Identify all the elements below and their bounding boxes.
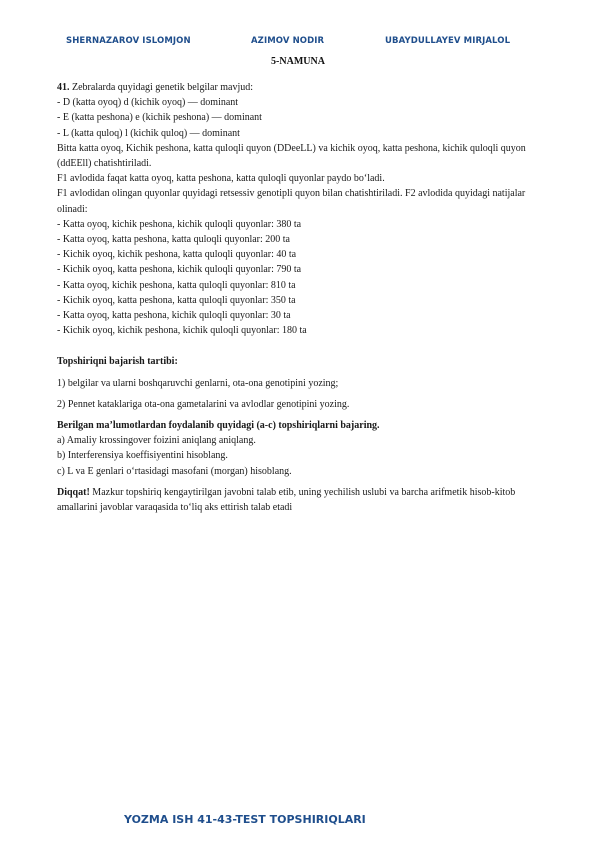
procedure-heading-text: Topshiriqni bajarish tartibi: xyxy=(57,356,178,368)
result-line: - Katta oyoq, katta peshona, kichik quloqli quyonlar: 30 ta xyxy=(57,310,291,322)
result-line: - Kichik oyoq, kichik peshona, katta quloqli quyonlar: 40 ta xyxy=(57,249,297,261)
tasks-heading xyxy=(57,418,547,433)
task-item: c) L va E genlari o‘rtasidagi masofani (morgan) hisoblang. xyxy=(57,465,292,477)
trait-line: - D (katta oyoq) d (kichik oyoq) — dominant xyxy=(57,97,239,109)
result-line: - Katta oyoq, kichik peshona, katta quloqli quyonlar: 810 ta xyxy=(57,279,296,291)
result-line: - Katta oyoq, kichik peshona, kichik quloqli quyonlar: 380 ta xyxy=(57,218,302,230)
f1-description: F1 avlodida faqat katta oyoq, katta peshona, katta quloqli quyonlar paydo bo‘ladi. xyxy=(57,173,385,185)
trait-line: - E (katta peshona) e (kichik peshona) — dominant xyxy=(57,112,262,124)
page-footer: YOZMA ISH 41-43-TEST TOPSHIRIQLARI xyxy=(124,813,366,826)
page-title: 5-NAMUNA xyxy=(271,56,325,67)
header-author-1: SHERNAZAROV ISLOMJON xyxy=(66,36,191,46)
procedure-heading xyxy=(57,354,547,369)
result-line: - Kichik oyoq, katta peshona, kichik quloqli quyonlar: 790 ta xyxy=(57,264,302,276)
attention-text: Mazkur topshiriq kengaytirilgan javobni talab etib, uning yechilish uslubi va barcha arifmetik hisob-kitob amallarini javoblar varaqasida to‘liq aks ettirish talab etadi xyxy=(57,486,516,514)
cross-description: Bitta katta oyoq, Kichik peshona, katta quloqli quyon (DDeeLL) va kichik oyoq, katta peshona, kichik quloqli quyon (ddEEll) chatishtiriladi. xyxy=(57,142,526,170)
result-line: - Kichik oyoq, katta peshona, katta quloqli quyonlar: 350 ta xyxy=(57,294,296,306)
attention-note xyxy=(57,485,547,515)
page-header xyxy=(0,36,596,50)
testcross-description: F1 avlodidan olingan quyonlar quyidagi retsessiv genotipli quyon bilan chatishtiriladi. F2 avlodida quyidagi natijalar olinadi: xyxy=(57,188,526,215)
trait-line: - L (katta quloq) l (kichik quloq) — dominant xyxy=(57,127,240,139)
result-line: - Kichik oyoq, kichik peshona, kichik quloqli quyonlar: 180 ta xyxy=(57,325,307,337)
header-author-2: AZIMOV NODIR xyxy=(251,36,325,46)
procedure-step-1: 1) belgilar va ularni boshqaruvchi genlarni, ota-ona genotipini yozing; xyxy=(57,377,339,389)
task-item: b) Interferensiya koeffisiyentini hisoblang. xyxy=(57,450,228,462)
task-item: a) Amaliy krossingover foizini aniqlang aniqlang. xyxy=(57,435,256,447)
problem-number: 41. xyxy=(57,82,70,93)
attention-label: Diqqat! xyxy=(57,486,90,498)
procedure-step-2: 2) Pennet kataklariga ota-ona gametalarini va avlodlar genotipini yozing. xyxy=(57,398,350,410)
problem-intro xyxy=(57,80,547,95)
header-author-3: UBAYDULLAYEV MIRJALOL xyxy=(385,36,511,46)
problem-intro-text: Zebralarda quyidagi genetik belgilar mavjud: xyxy=(72,82,254,93)
document-body xyxy=(57,80,547,515)
tasks-heading-text: Berilgan ma’lumotlardan foydalanib quyidagi (a-c) topshiriqlarni bajaring. xyxy=(57,420,380,432)
result-line: - Katta oyoq, katta peshona, katta quloqli quyonlar: 200 ta xyxy=(57,234,290,246)
